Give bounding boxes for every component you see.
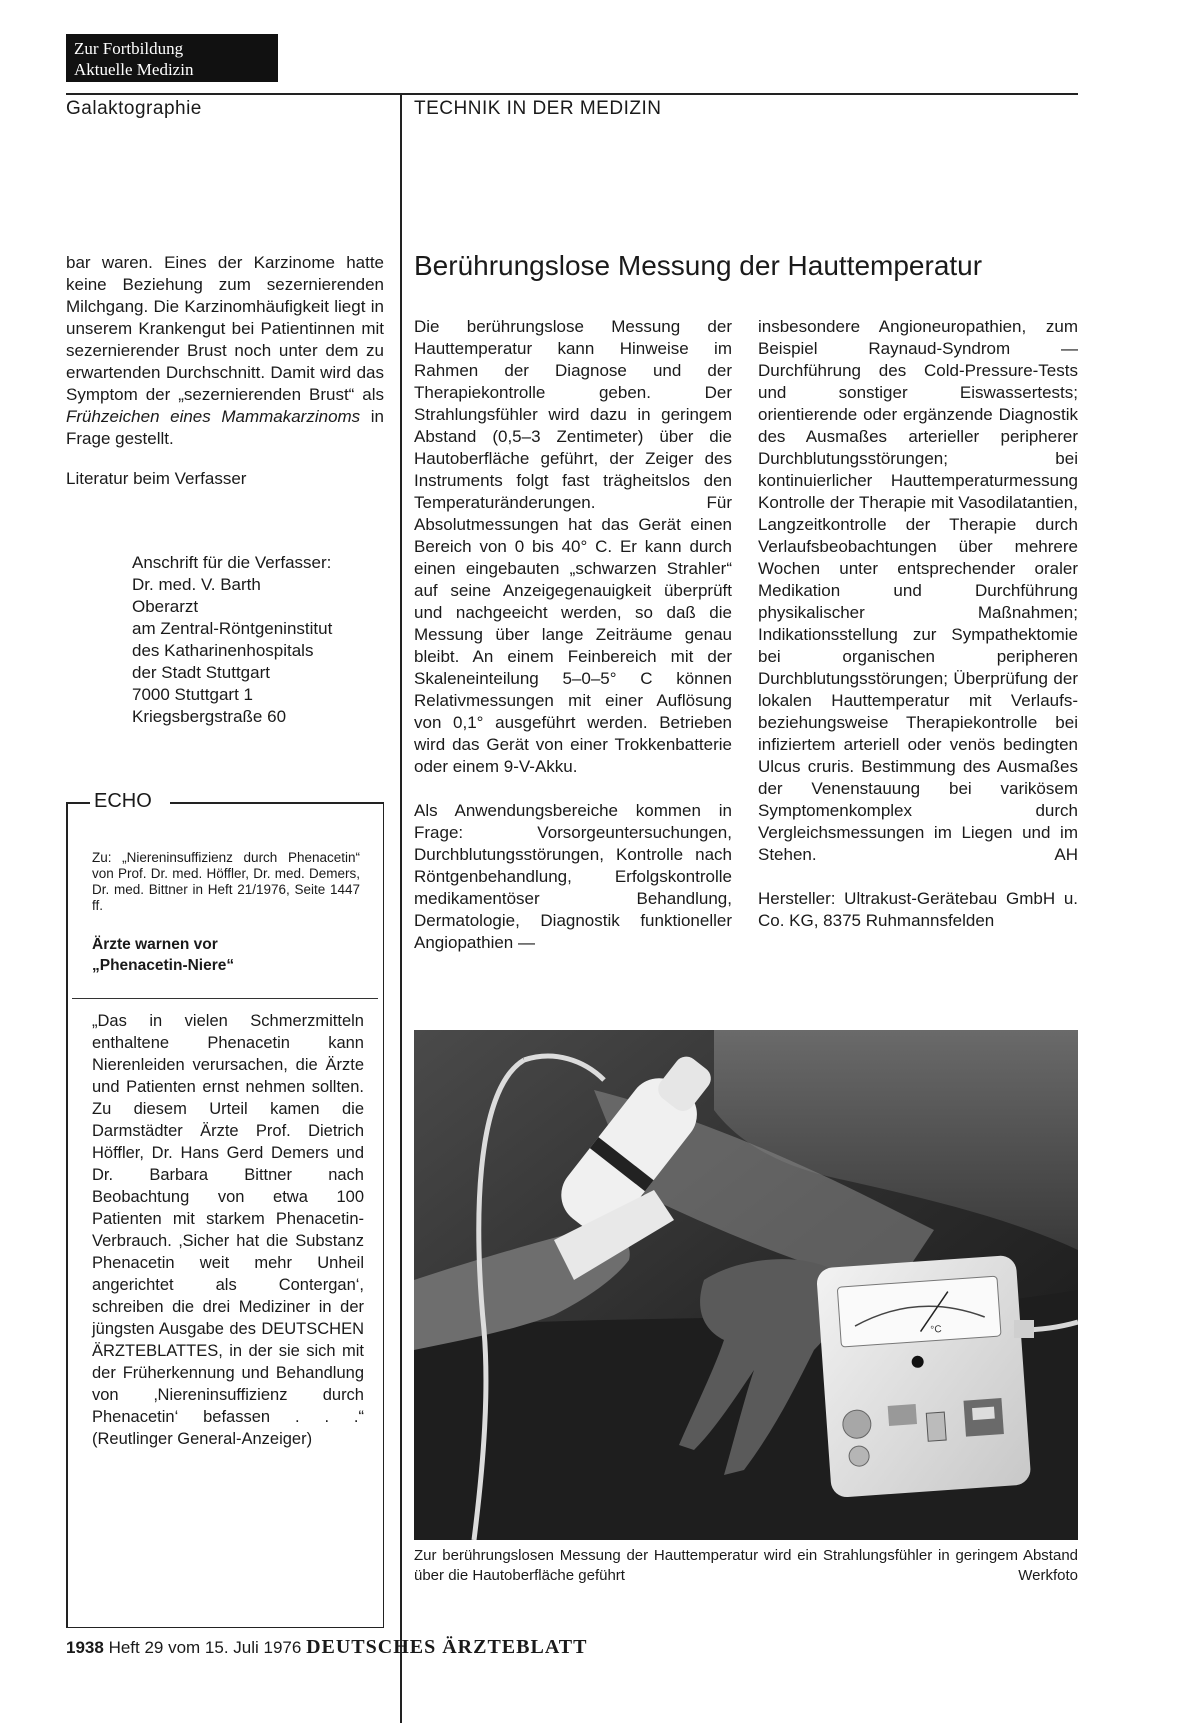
scale-unit-text: °C [930,1324,943,1336]
article-title: Berührungslose Messung der Hauttemperatur [414,250,983,281]
echo-quote: „Das in vielen Schmerzmitteln enthaltene Phenacetin kann Nierenleiden verursachen, die Ärzte und Patienten ernst nehmen sollten. Zu diesem Urteil kamen die Darmstädter Ärzte Prof. Dietrich Höffler, Dr. Hans Gerd Demers und Dr. Barbara Bittner nach Beobachtung von etwa 100 Patienten mit starkem Phenacetin-Verbrauch. ‚Sicher hat die Substanz Phenacetin weit mehr Unheil angerichtet als Contergan‘, schreiben die drei Mediziner in der jüngsten Ausgabe des DEUTSCHEN ÄRZTEBLATTES, in der sie sich mit der Früherkennung und Behandlung von ‚Niereninsuffizienz durch Phenacetin‘ befassen . . .“ (Reutlinger General-Anzeiger) [92,1012,364,1448]
page-footer [66,1636,587,1659]
badge-line-2: Aktuelle Medizin [74,60,194,79]
emphasis-text: Frühzeichen eines Mammakarzinoms [66,407,361,426]
address-line: 7000 Stuttgart 1 [132,685,253,704]
photo-credit: Werkfoto [1018,1567,1078,1584]
author-address [132,552,387,728]
author-initials: AH [1054,845,1078,864]
echo-divider [72,998,378,999]
literature-note: Literatur beim Verfasser [66,469,247,488]
header-rule [66,93,1078,95]
address-line: Dr. med. V. Barth [132,575,261,594]
article-column-2 [758,316,1078,945]
page-number: 1938 [66,1638,104,1657]
address-line: Anschrift für die Verfasser: [132,553,332,572]
photo-caption: Zur berührungslosen Messung der Hauttemperatur wird ein Strahlungsfühler in geringem Abstand über die Hautoberfläche geführt Werkfoto [414,1547,1078,1584]
article-paragraph: Als Anwendungsbereiche kommen in Frage: Vorsorgeuntersuchungen, Durchblutungsstörungen, Kontrolle nach Röntgenbehandlung, Erfolgskontrolle medikamentöser Behandlung, Dermatologie, Diagnostik funktioneller Angiopathien — [414,801,732,952]
article-paragraph: insbesondere Angioneuropathien, zum Beispiel Raynaud-Syndrom — Durchführung des Cold-Pressure-Tests und sonstiger Eiswassertests; orientierende oder ergänzende Diagnostik des Ausmaßes arterieller peripherer Durchblutungsstörungen; bei kontinuierlicher Hauttemperaturmessung Kontrolle der Therapie mit Vasodilatantien, Langzeitkontrolle der Therapie durch Verlaufsbeobachtungen über mehrere Wochen unter entsprechender oraler Medikation und Durchführung physikalischer Maßnahmen; Indikationsstellung zur Sympathektomie bei organischen peripheren Durchblutungsstörungen; Überprüfung der lokalen Hauttemperatur mit Verlaufs- beziehungsweise Therapiekontrolle bei infiziertem arteriell oder venös bedingten Ulcus cruris. Bestimmung des Ausmaßes der Venenstauung bei varikösem Symptomenkomplex durch Vergleichsmessungen im Liegen und im Stehen. AH [758,317,1078,864]
section-badge [66,34,278,82]
article-paragraph: Die berührungslose Messung der Hauttemperatur kann Hinweise im Rahmen der Diagnose und der Therapiekontrolle geben. Der Strahlungsfühler wird dazu in geringem Abstand (0,5–3 Zentimeter) über die Hautoberfläche geführt, der Zeiger des Instruments folgt fast trägheitslos den Temperaturänderungen. Für Absolutmessungen hat das Gerät einen Bereich von 0 bis 40° C. Er kann durch einen eingebauten „schwarzen Strahler“ auf seine Anzeigegenauigkeit überprüft und nachgeeicht werden, so daß die Messung über lange Zeiträume genau bleibt. An einem Feinbereich mit der Skaleneinteilung 5–0–5° C können Relativmessungen mit einer Auflösung von 0,1° ausgeführt werden. Betrieben wird das Gerät von einer Trokkenbatterie oder einem 9-V-Akku. [414,317,732,776]
manufacturer-note: Hersteller: Ultrakust-Gerätebau GmbH u. Co. KG, 8375 Ruhmannsfelden [758,889,1078,930]
echo-intro: Zu: „Niereninsuffizienz durch Phenacetin“ von Prof. Dr. med. Höffler, Dr. med. Demers, Dr. med. Bittner in Heft 21/1976, Seite 1447 ff. [92,850,360,913]
left-column-text [66,252,384,503]
section-label-left: Galaktographie [66,98,202,119]
left-paragraph: bar waren. Eines der Karzinome hatte keine Beziehung zum sezernierenden Milchgang. Die Karzinomhäufigkeit liegt in unserem Krankengut bei Patientinnen mit sezernierender Brust noch unter dem zu erwartenden Durchschnitt. Damit wird das Symptom der „sezernierenden Brust“ als Frühzeichen eines Mammakarzinoms in Frage gestellt. [66,253,384,448]
issue-info: Heft 29 vom 15. Juli 1976 [108,1638,302,1657]
address-line: der Stadt Stuttgart [132,663,270,682]
echo-headline: Ärzte warnen vor „Phenacetin-Niere“ [92,936,235,974]
echo-box [66,790,384,1628]
photo-illustration [414,1030,1078,1540]
journal-name: DEUTSCHES ÄRZTEBLATT [306,1636,588,1658]
echo-label: ECHO [90,790,156,813]
column-divider [400,93,402,1723]
address-line: des Katharinenhospitals [132,641,314,660]
address-line: Kriegsbergstraße 60 [132,707,287,726]
article-photo [414,1030,1078,1540]
badge-line-1: Zur Fortbildung [74,39,184,58]
article-column-1 [414,316,732,967]
address-line: am Zentral-Röntgeninstitut [132,619,333,638]
section-label-right: TECHNIK IN DER MEDIZIN [414,98,662,119]
address-line: Oberarzt [132,597,199,616]
